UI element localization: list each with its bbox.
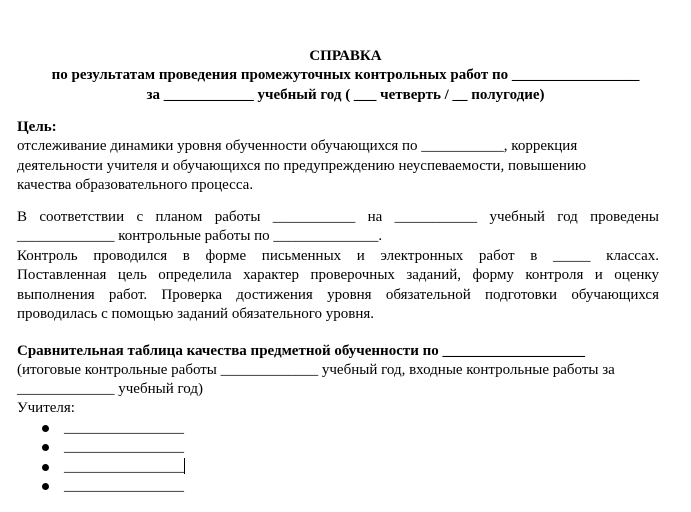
list-item[interactable] xyxy=(40,419,185,438)
table-section-heading: Сравнительная таблица качества предметной обученности по ___________________ xyxy=(17,343,586,359)
document-subtitle-line2: за ____________ учебный год ( ___ четверть / __ полугодие) xyxy=(146,87,545,103)
teachers-label: Учителя: xyxy=(17,400,75,416)
goal-text-line3: качества образовательного процесса. xyxy=(17,177,254,193)
teacher-blank: ________________ xyxy=(64,439,184,456)
teacher-blank: ________________ xyxy=(64,458,184,475)
body-line: Поставленная цель определила характер проверочных заданий, форму контроля и оценку xyxy=(17,267,659,284)
body-line: Контроль проводился в форме письменных и электронных работ в _____ классах. xyxy=(17,247,659,264)
goal-text-line1: отслеживание динамики уровня обученности обучающихся по ___________, коррекция xyxy=(17,138,578,154)
list-item[interactable] xyxy=(40,477,185,496)
document-subtitle-line1: по результатам проведения промежуточных контрольных работ по _________________ xyxy=(51,67,640,83)
table-section-note-line2: _____________ учебный год) xyxy=(17,381,203,397)
text-cursor xyxy=(184,458,185,474)
teachers-list xyxy=(40,419,185,497)
teacher-blank: ________________ xyxy=(64,478,184,495)
teacher-blank: ________________ xyxy=(64,420,184,436)
goal-label: Цель: xyxy=(17,119,57,135)
list-item[interactable] xyxy=(40,438,185,457)
body-line: выполнения работ. Проверка достижения уровня обязательной подготовки обучающихся xyxy=(17,286,659,303)
body-line: В соответствии с планом работы ___________ на ___________ учебный год проведены xyxy=(17,209,659,225)
body-line: проводилась с помощью заданий обязательного уровня. xyxy=(17,306,375,323)
body-line: _____________ контрольные работы по ______________. xyxy=(17,228,383,245)
list-item[interactable] xyxy=(40,458,185,477)
table-section-note-line1: (итоговые контрольные работы _____________ учебный год, входные контрольные работы за xyxy=(17,362,615,378)
body-paragraph xyxy=(17,208,659,324)
document-title: СПРАВКА xyxy=(309,48,382,64)
goal-text-line2: деятельности учителя и обучающихся по предупреждению неуспеваемости, повышению xyxy=(17,158,587,174)
